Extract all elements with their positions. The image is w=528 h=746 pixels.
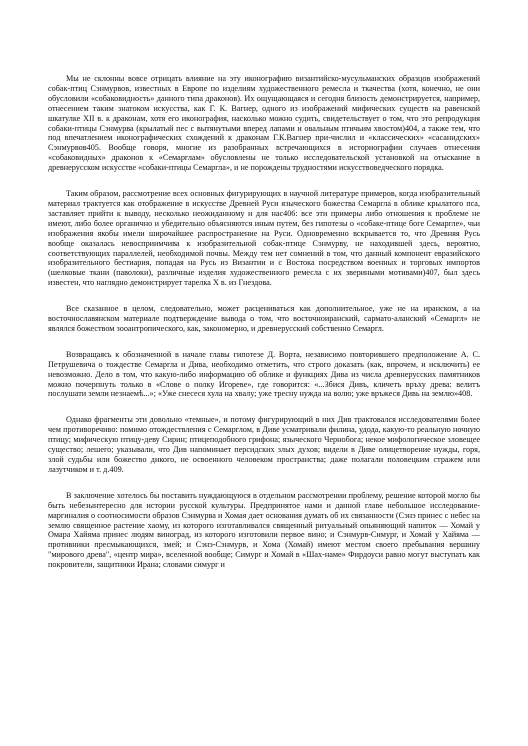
paragraph-2: Таким образом, рассмотрение всех основных фигурирующих в научной литературе примеров, когда изобразительный материал трактуется как отображение в искусстве Древней Руси языческого божества Семаргла в облике крылатого пса, заставляет прийти к выводу, несколько неожиданному и для нас406: все эти примеры либо отношения к проблеме не имеют, либо более органично и убедительно объясняются иным путем, без гипотезы о «собаке-птице боге Семаргле», чьи изображения якобы имели широчайшее распространение на Руси. Одновременно вскрывается то, что Древняя Русь вообще оказалась невосприимчива к изобразительной собак-птице Сэнмурву, не находившей здесь, вероятно, соответствующих параллелей, необходимой почвы. Между тем нет сомнений в том, что данный компонент евразийского изобразительного бестиария, попадая на Русь из Византии и с Востока посредством военных и торговых импортов (шелковые ткани (паволоки), различные изделия художественного ремесла с их звериными мотивами)407, был здесь известен, что наглядно демонстрирует тарелка X в. из Гнездова. [48,189,480,288]
paragraph-5: Однако фрагменты эти довольно «темные», и потому фигурирующий в них Див трактовался исследователями более чем противоречиво: помимо отождествления с Семарглом, в Диве усматривали филина, удода, какую-то реальную ночную птицу; мифическую птицу-деву Сирин; птицеподобного грифона; языческого Чернобога; некое мифологическое зловещее существо; лешего; указывали, что Див напоминает персидских злых духов; видели в Диве олицетворение нужды, горя, злой судьбы или божество дикого, не освоенного человеком пространства; даже полагали половецким стражем или лазутчиком и т. д.409. [48,415,480,474]
paragraph-6: В заключение хотелось бы поставить нуждающуюся в отдельном рассмотрении проблему, решение которой могло бы быть небезынтересно для истории русской культуры. Предпринятое нами и данной главе небольшое исследование-маргиналия о соотносимости образов Сэнмурва и Хомая дает основания думать об их связанности (Сэнэ принес с небес на землю священное растение хаому, из которого изготавливался священный ритуальный опьяняющий напиток — Хомай у Омара Хайяма принес людям виноград, из которого изготовили первое вино; и Сэнмурв-Симург, и Хомай у Хайяма — противники пресмыкающихся, змей; и Сэнэ-Сэнмурв, и Хома (Хомай) имеют местом своего пребывания вершину "мирового древа", «центр мира», вселенной вообще; Симург и Хомай в «Шах-наме» Фирдоуси равно могут выступать как покровители, защитники Ирана; словами симург и [48,490,480,570]
paragraph-1: Мы не склонны вовсе отрицать влияние на эту иконографию византийско-мусульманских образцов изображений собак-птиц Сэнмурвов, известных в Европе по изделиям художественного ремесла и ткачества (хотя, конечно, не они обусловили «собаковидность» данного типа драконов). Их ощущающаяся и сегодня близость демонстрируется, например, отнесением таким знатоком искусства, как Г. К. Вагнер, одного из изображений мифических существ на равенской шкатулке XII в. к драконам, хотя его иконография, насколько можно судить, свидетельствует о том, что это репродукция собаки-птицы Сэнмурва (крылатый пес с вытянутыми вперед лапами и овальным птичьим хвостом)404, а также тем, что под впечатлением иконографических схождений к драконам Г.К.Вагнер при-числил и «классических» «сасанидских» Сэнмурвов405. Вообще говоря, многие из разобранных встречающихся в историографии случаев отнесения «собаковидных» драконов к «Семарглам» обусловлены не только исследовательской установкой на отыскание в древнерусском искусстве «собаки-птицы Семаргла», и не порождены трудностями искусствоведческого порядка. [48,74,480,173]
paragraph-4: Возвращаясь к обозначенной в начале главы гипотезе Д. Ворта, независимо повторившего предположение А. С. Петрушевича о тождестве Семаргла и Дива, необходимо отметить, что строго доказать (как, впрочем, и исключить) ее невозможно. Дело в том, что какую-либо информацию об облике и функциях Дива из числа древнерусских памятников можно почерпнуть только в «Слове о полку Игореве», где говорится: «...Збися Дивъ, кличетъ връху древа: велитъ послушати земли незнаемѣ...»; «Уже снесеся хула на хвалу; уже тресну нужда на волю; уже връжеся Дивь на землю»408. [48,349,480,399]
paragraph-3: Все сказанное в целом, следовательно, может расцениваться как дополнительное, уже не на иранском, а на восточнославянском материале подтверждение вывода о том, что восточноиранский, сармато-аланский «Семаргл» не являлся божеством зооантропического, как, закономерно, и древнерусский собственно Семаргл. [48,304,480,333]
document-page [48,74,480,586]
